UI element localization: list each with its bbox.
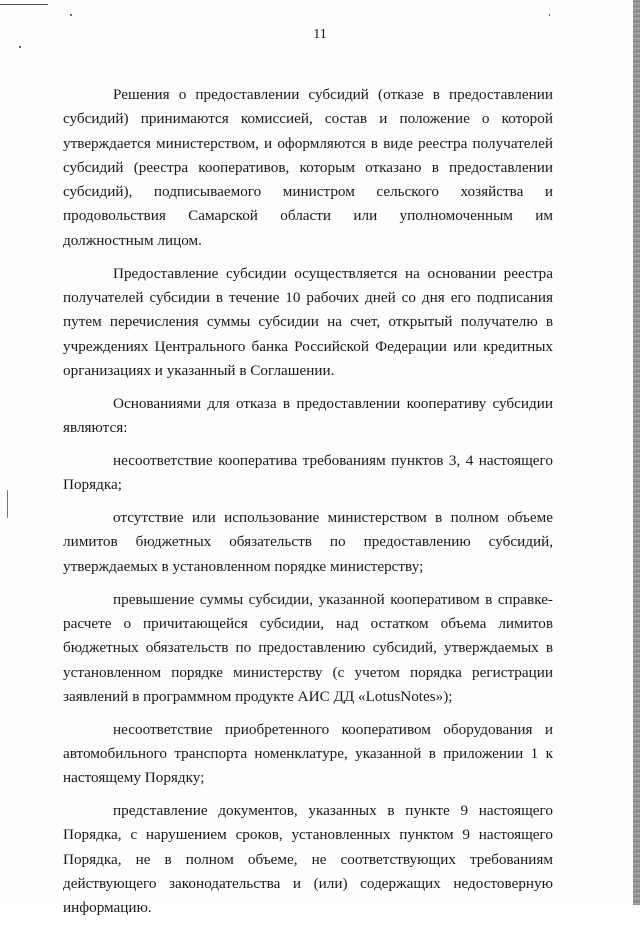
scan-artifact-dot [549, 14, 550, 16]
paragraph: Предоставление субсидии осуществляется на основании реестра получателей субсидии в течение 10 рабочих дней со дня его подписания путем перечисления суммы субсидии на счет, открытый получателю в учреждениях Центрального банка Российской Федерации или кредитных организациях и указанный в Соглашении. [63, 264, 553, 379]
paragraph: Решения о предоставлении субсидий (отказе в предоставлении субсидий) принимаются комиссией, состав и положение о которой утверждается министерством, и оформляются в виде реестра получателей субсидий (реестра кооперативов, которым отказано в предоставлении субсидий), подписываемого министром сельского хозяйства и продовольствия Самарской области или уполномоченным им должностным лицом. [63, 86, 553, 249]
paragraph: несоответствие приобретенного кооперативом оборудования и автомобильного транспорта номенклатуре, указанной в приложении 1 к настоящему Порядку; [63, 720, 553, 787]
scan-artifact-dot [70, 14, 72, 16]
body-text [63, 83, 553, 929]
scan-edge [633, 0, 640, 905]
scan-artifact-dot [19, 46, 21, 48]
paragraph: отсутствие или использование министерством в полном объеме лимитов бюджетных обязательств по предоставлению субсидий, утверждаемых в установленном порядке министерству; [63, 509, 553, 575]
paragraph: Основаниями для отказа в предоставлении кооперативу субсидии являются: [63, 394, 553, 437]
paragraph: превышение суммы субсидии, указанной кооперативом в справке-расчете о причитающейся субсидии, над остатком объема лимитов бюджетных обязательств по предоставлению субсидий, утверждаемых в установленном порядке министерству (с учетом порядка регистрации заявлений в программном продукте АИС ДД «LotusNotes»); [63, 590, 553, 705]
paragraph: несоответствие кооператива требованиям пунктов 3, 4 настоящего Порядка; [63, 451, 553, 494]
scan-artifact-line [0, 4, 48, 5]
scan-artifact-bar [7, 490, 8, 518]
page-number: 11 [313, 27, 327, 42]
paragraph: представление документов, указанных в пункте 9 настоящего Порядка, с нарушением сроков, установленных пунктом 9 настоящего Порядка, не в полном объеме, не соответствующих требованиям действующего законодательства и (или) содержащих недостоверную информацию. [63, 802, 553, 917]
